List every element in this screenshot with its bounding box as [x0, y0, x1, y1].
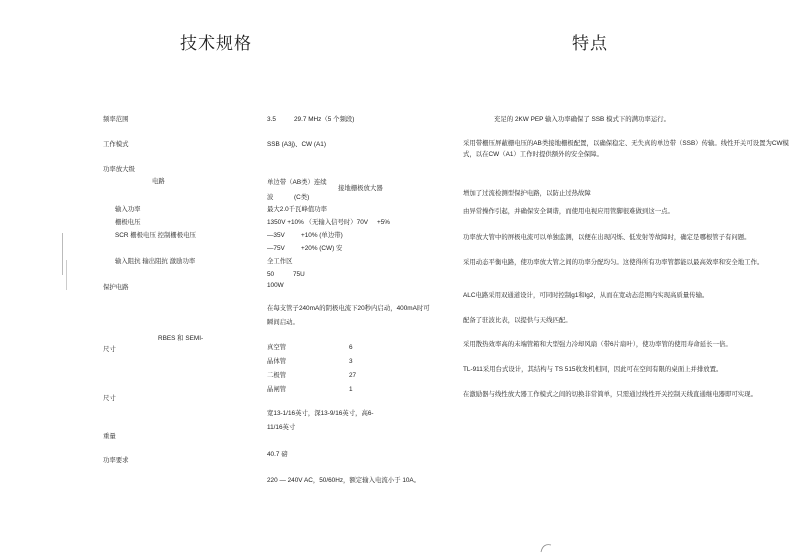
value-power-req: 220 — 240V AC，50/60Hz，额定输入电流小于 10A。	[267, 477, 421, 484]
value-impedance-d: 100W	[267, 282, 284, 289]
value-weight: 40.7 磅	[267, 451, 288, 458]
value-circuit-c: 波	[267, 194, 274, 201]
features-title: 特点	[572, 34, 608, 53]
label-weight: 重量	[103, 433, 116, 440]
feature-item: 在激励器与线性放大器工作模式之间的切换非常简单，只需通过线性开关控制天线直通继电器即可实现。	[463, 391, 757, 398]
value-scr-d: +20% (CW) 安	[301, 245, 343, 252]
value-circuit-a: 单边带（AB类）连续	[267, 179, 327, 186]
feature-item: 配备了驻波比表，以提供与天线匹配。	[463, 317, 572, 324]
feature-item: ALC电路采用双通道设计，可同时控制g1和lg2，从而在宽动态范围内实现高质量传输。	[463, 292, 709, 299]
tube-name: 晶体管	[267, 358, 287, 365]
tube-name: 真空管	[267, 344, 287, 351]
feature-item: 采用带栅压屏蔽栅电压的AB类接地栅极配置，以确保稳定、无失真的单边带（SSB）传输。线性开关可设置为CW模式，以在CW（A1）工作时提供额外的安全保障。	[463, 140, 789, 158]
label-input-power: 输入功率	[115, 206, 141, 213]
value-impedance-c: 75U	[293, 271, 305, 278]
value-freq-b: 29.7 MHz（5 个频段)	[294, 116, 355, 123]
value-input-power: 最大2.0千瓦峰值功率	[267, 206, 328, 213]
value-impedance-a: 全工作区	[267, 258, 293, 265]
feature-item: 充足的 2KW PEP 输入功率确保了 SSB 模式下的满功率运行。	[494, 116, 670, 123]
value-scr-b: +10% (单边带)	[301, 232, 343, 239]
tube-count: 3	[349, 358, 353, 365]
feature-item: 采用动态平衡电路，使功率放大管之间的功率分配均匀。这使得所有功率管都能以最高效率和安全地工作。	[463, 259, 764, 266]
label-size-2: 尺寸	[103, 395, 116, 402]
value-circuit-b: 接地栅极放大器	[338, 185, 383, 192]
value-impedance-b: 50	[267, 271, 275, 278]
label-size-1: 尺寸	[103, 346, 116, 353]
label-mode: 工作模式	[103, 141, 129, 148]
tube-name: 晶闸管	[267, 386, 287, 393]
label-freq: 频率范围	[103, 116, 129, 123]
value-scr-a: —35V	[267, 232, 285, 239]
tube-count: 1	[349, 386, 353, 393]
value-size-line-1: 宽13-1/16英寸，深13-9/16英寸，高6-	[267, 410, 374, 417]
scan-artifact	[62, 233, 63, 275]
value-plate-a: 1350V +10% （无输入信号时）70V	[267, 219, 369, 226]
tube-count: 27	[349, 372, 357, 379]
value-freq-a: 3.5	[267, 116, 276, 123]
label-rbes: RBES 和 SEMI-	[158, 335, 204, 342]
value-plate-b: +5%	[377, 219, 390, 226]
spec-title: 技术规格	[180, 34, 252, 53]
feature-item: 采用散热效率高的未端管箱和大型强力冷却风扇（带6片扇叶），使功率管的使用寿命延长一倍。	[463, 341, 732, 348]
label-protect: 保护电路	[103, 284, 129, 291]
feature-item: TL-911采用台式设计，其结构与 TS 515收发机相同，因此可在空间有限的桌面上并排放置。	[463, 366, 723, 373]
value-mode: SSB (A3j)、CW (A1)	[267, 141, 326, 148]
tube-name: 二极管	[267, 372, 287, 379]
page-curl-artifact	[539, 541, 553, 553]
value-scr-c: —75V	[267, 245, 285, 252]
feature-item: 由异常操作引起，并确保安全调谐，而使用电视应用管脚很难做到这一点。	[463, 208, 674, 215]
label-amp-sub: 电路	[152, 178, 165, 185]
value-protect-line-1: 在每支管子240mA的阴极电流下20秒内启动，400mA时可	[267, 305, 430, 312]
value-protect-line-2: 瞬间启动。	[267, 319, 299, 326]
value-size-line-2: 11/16英寸	[267, 424, 296, 431]
value-circuit-d: (C类)	[294, 194, 310, 201]
feature-item: 增加了过流检测型保护电路，以防止过热故障	[463, 190, 591, 197]
tube-count: 6	[349, 344, 353, 351]
label-plate-voltage: 栅极电压	[115, 219, 141, 226]
label-scr-voltage: SCR 栅极电压 控制栅极电压	[115, 232, 196, 239]
scan-artifact	[66, 260, 67, 290]
label-impedance: 输入阻抗 输出阻抗 激励功率	[115, 258, 196, 265]
label-power-req: 功率要求	[103, 457, 129, 464]
label-amp: 功率放大级	[103, 166, 135, 173]
feature-item: 功率放大管中的屏极电流可以单独监测，以便在出现闪烁、低发射等故障时，确定是哪根管子有问题。	[463, 234, 751, 241]
